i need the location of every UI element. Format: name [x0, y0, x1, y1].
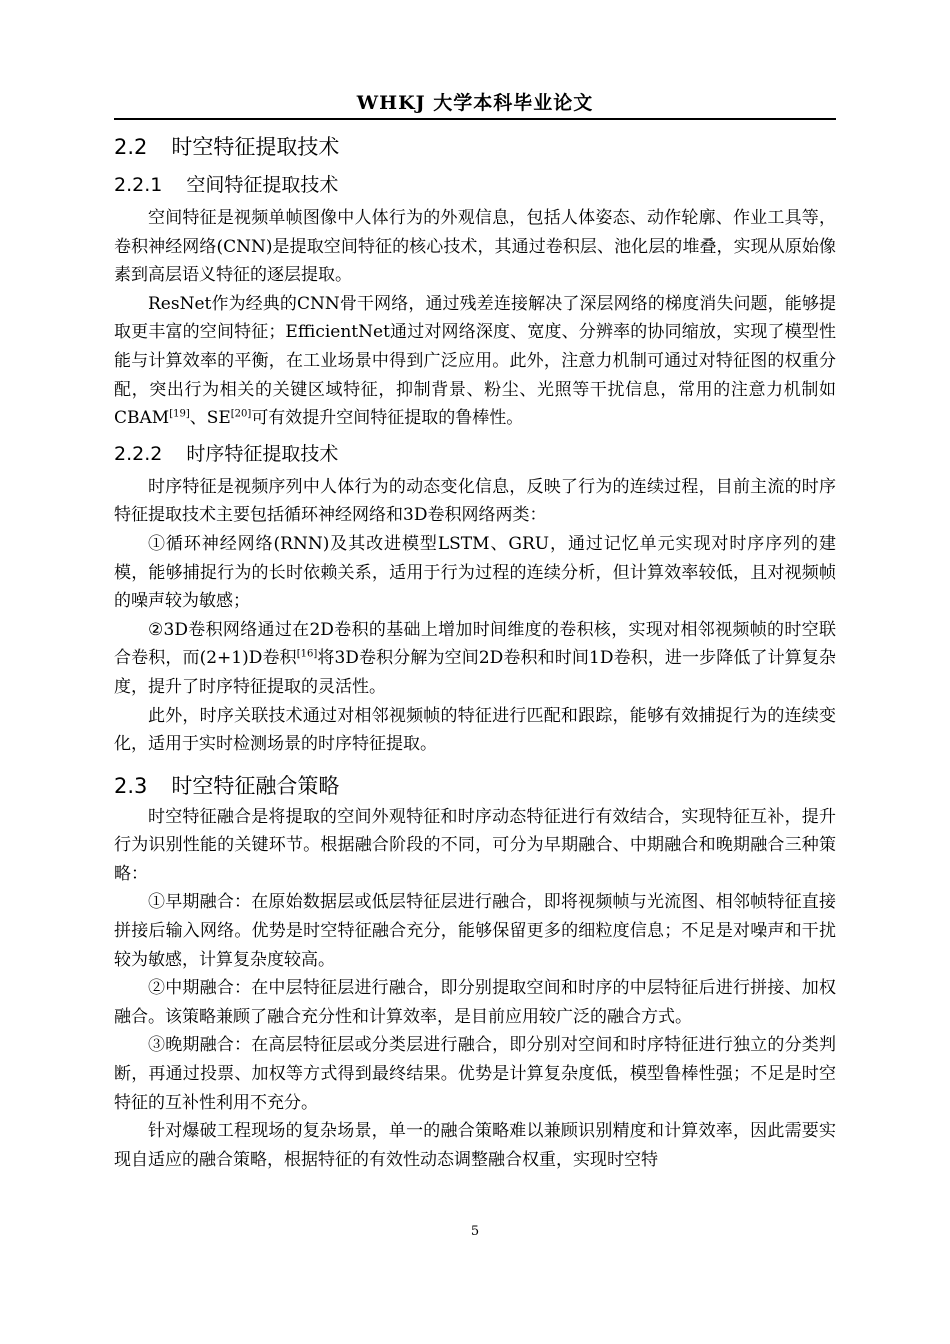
paragraph: 空间特征是视频单帧图像中人体行为的外观信息，包括人体姿态、动作轮廓、作业工具等，卷积神经网络(CNN)是提取空间特征的核心技术，其通过卷积层、池化层的堆叠，实现从原始像素到高层语义特征的逐层提取。 — [114, 208, 836, 286]
page-number: 5 — [470, 1224, 480, 1239]
paragraph-text: 将3D卷积分解为空间2D卷积和时间1D卷积，进一步降低了计算复杂度，提升了时序特征提取的灵活性。 — [114, 648, 836, 697]
paragraph — [114, 290, 836, 433]
section-number: 2.2 — [114, 135, 148, 159]
section-title: 时空特征提取技术 — [171, 135, 340, 159]
paragraph-text: ②3D卷积网络通过在2D卷积的基础上增加时间维度的卷积核，实现对相邻视频帧的时空联合卷积，而(2+1)D卷积 — [114, 619, 836, 669]
paragraph: ①早期融合：在原始数据层或低层特征层进行融合，即将视频帧与光流图、相邻帧特征直接拼接后输入网络。优势是时空特征融合充分，能够保留更多的细粒度信息；不足是对噪声和干扰较为敏感，计算复杂度较高。 — [114, 892, 836, 970]
citation: [16] — [296, 648, 318, 660]
citation: [19] — [169, 408, 190, 420]
paragraph: 针对爆破工程现场的复杂场景，单一的融合策略难以兼顾识别精度和计算效率，因此需要实现自适应的融合策略，根据特征的有效性动态调整融合权重，实现时空特 — [114, 1121, 836, 1170]
section-heading-2-3 — [114, 769, 836, 803]
paragraph: 时空特征融合是将提取的空间外观特征和时序动态特征进行有效结合，实现特征互补，提升行为识别性能的关键环节。根据融合阶段的不同，可分为早期融合、中期融合和晚期融合三种策略： — [114, 806, 836, 884]
subsection-heading-2-2-1 — [114, 168, 836, 202]
paragraph-text: 可有效提升空间特征提取的鲁棒性。 — [251, 408, 524, 429]
citation: [20] — [230, 408, 252, 420]
paragraph: 时序特征是视频序列中人体行为的动态变化信息，反映了行为的连续过程，目前主流的时序特征提取技术主要包括循环神经网络和3D卷积网络两类： — [114, 476, 836, 526]
paragraph: ③晚期融合：在高层特征层或分类层进行融合，即分别对空间和时序特征进行独立的分类判断，再通过投票、加权等方式得到最终结果。优势是计算复杂度低，模型鲁棒性强；不足是时空特征的互补性利用不充分。 — [114, 1035, 836, 1113]
section-heading-2-2 — [114, 130, 836, 164]
document-page — [114, 90, 836, 1174]
paragraph: 此外，时序关联技术通过对相邻视频帧的特征进行匹配和跟踪，能够有效捕捉行为的连续变化，适用于实时检测场景的时序特征提取。 — [114, 705, 836, 755]
paragraph-text: 、SE — [189, 408, 231, 429]
subsection-title: 空间特征提取技术 — [186, 174, 339, 196]
subsection-number: 2.2.1 — [114, 174, 163, 196]
section-title: 时空特征融合策略 — [171, 773, 340, 798]
paragraph — [114, 616, 836, 702]
running-header: WHKJ 大学本科毕业论文 — [114, 90, 836, 120]
subsection-heading-2-2-2 — [114, 437, 836, 471]
subsection-title: 时序特征提取技术 — [186, 442, 339, 465]
paragraph: ①循环神经网络(RNN)及其改进模型LSTM、GRU，通过记忆单元实现对时序序列的建模，能够捕捉行为的长时依赖关系，适用于行为过程的连续分析，但计算效率较低，且对视频帧的噪声较为敏感； — [114, 533, 836, 612]
paragraph-text: ResNet作为经典的CNN骨干网络，通过残差连接解决了深层网络的梯度消失问题，能够提取更丰富的空间特征；EfficientNet通过对网络深度、宽度、分辨率的协同缩放，实现了模型性能与计算效率的平衡，在工业场景中得到广泛应用。此外，注意力机制可通过对特征图的权重分配，突出行为相关的关键区域特征，抑制背景、粉尘、光照等干扰信息，常用的注意力机制如CBAM — [114, 293, 836, 429]
subsection-number: 2.2.2 — [114, 442, 163, 465]
section-number: 2.3 — [114, 773, 148, 798]
paragraph: ②中期融合：在中层特征层进行融合，即分别提取空间和时序的中层特征后进行拼接、加权融合。该策略兼顾了融合充分性和计算效率，是目前应用较广泛的融合方式。 — [114, 978, 836, 1027]
